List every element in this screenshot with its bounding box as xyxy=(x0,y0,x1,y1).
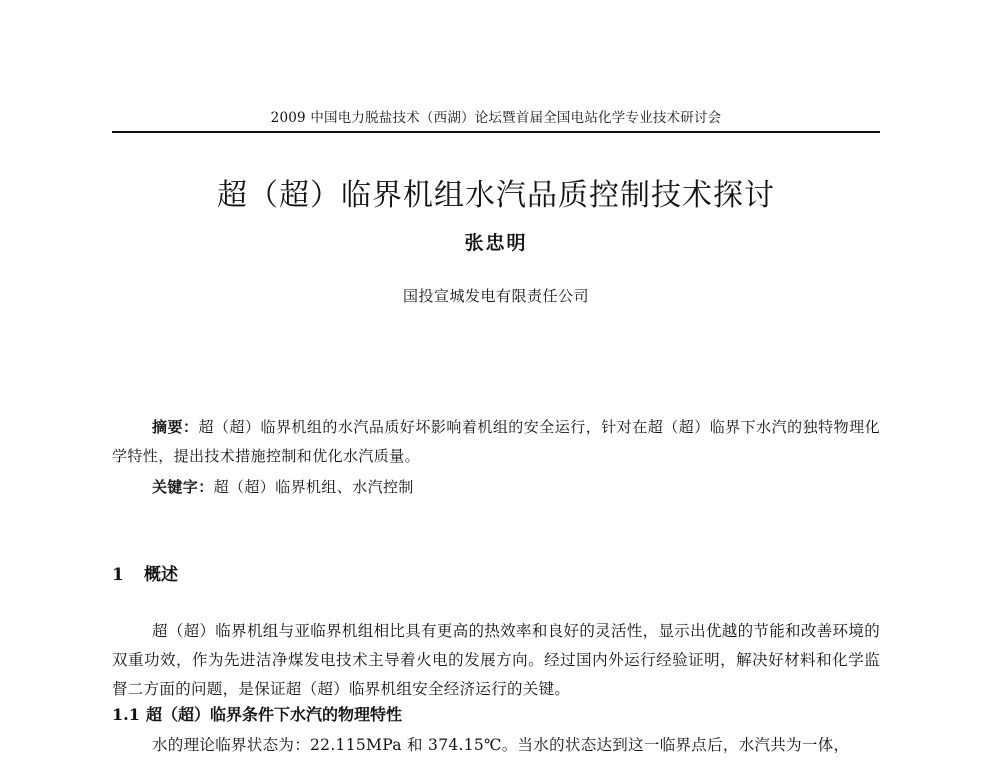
abstract xyxy=(112,413,880,471)
header-rule xyxy=(112,131,880,133)
subsection-number: 1.1 xyxy=(112,705,140,724)
abstract-label: 摘要： xyxy=(152,418,199,436)
subsection-heading xyxy=(112,702,402,725)
author-name: 张忠明 xyxy=(464,232,528,254)
keywords-label: 关键字： xyxy=(152,478,214,496)
body-paragraph: 超（超）临界机组与亚临界机组相比具有更高的热效率和良好的灵活性，显示出优越的节能和改善环境的双重功效，作为先进洁净煤发电技术主导着火电的发展方向。经过国内外运行经验证明，解决好材料和化学监督二方面的问题，是保证超（超）临界机组安全经济运行的关键。 xyxy=(112,622,880,698)
keywords-text: 超（超）临界机组、水汽控制 xyxy=(213,478,414,496)
section-title: 概述 xyxy=(144,565,178,585)
section-number: 1 xyxy=(112,565,124,585)
running-header: 2009 中国电力脱盐技术（西湖）论坛暨首届全国电站化学专业技术研讨会 xyxy=(270,110,722,126)
abstract-text: 超（超）临界机组的水汽品质好坏影响着机组的安全运行，针对在超（超）临界下水汽的独特物理化学特性，提出技术措施控制和优化水汽质量。 xyxy=(112,418,881,465)
subsection-title: 超（超）临界条件下水汽的物理特性 xyxy=(146,705,403,724)
paper-title: 超（超）临界机组水汽品质控制技术探讨 xyxy=(217,178,775,213)
keywords xyxy=(152,473,880,502)
author-affiliation: 国投宣城发电有限责任公司 xyxy=(402,287,589,305)
section-heading xyxy=(112,560,178,585)
body-paragraph: 水的理论临界状态为：22.115MPa 和 374.15℃。当水的状态达到这一临界点后，水汽共为一体， xyxy=(152,736,850,754)
